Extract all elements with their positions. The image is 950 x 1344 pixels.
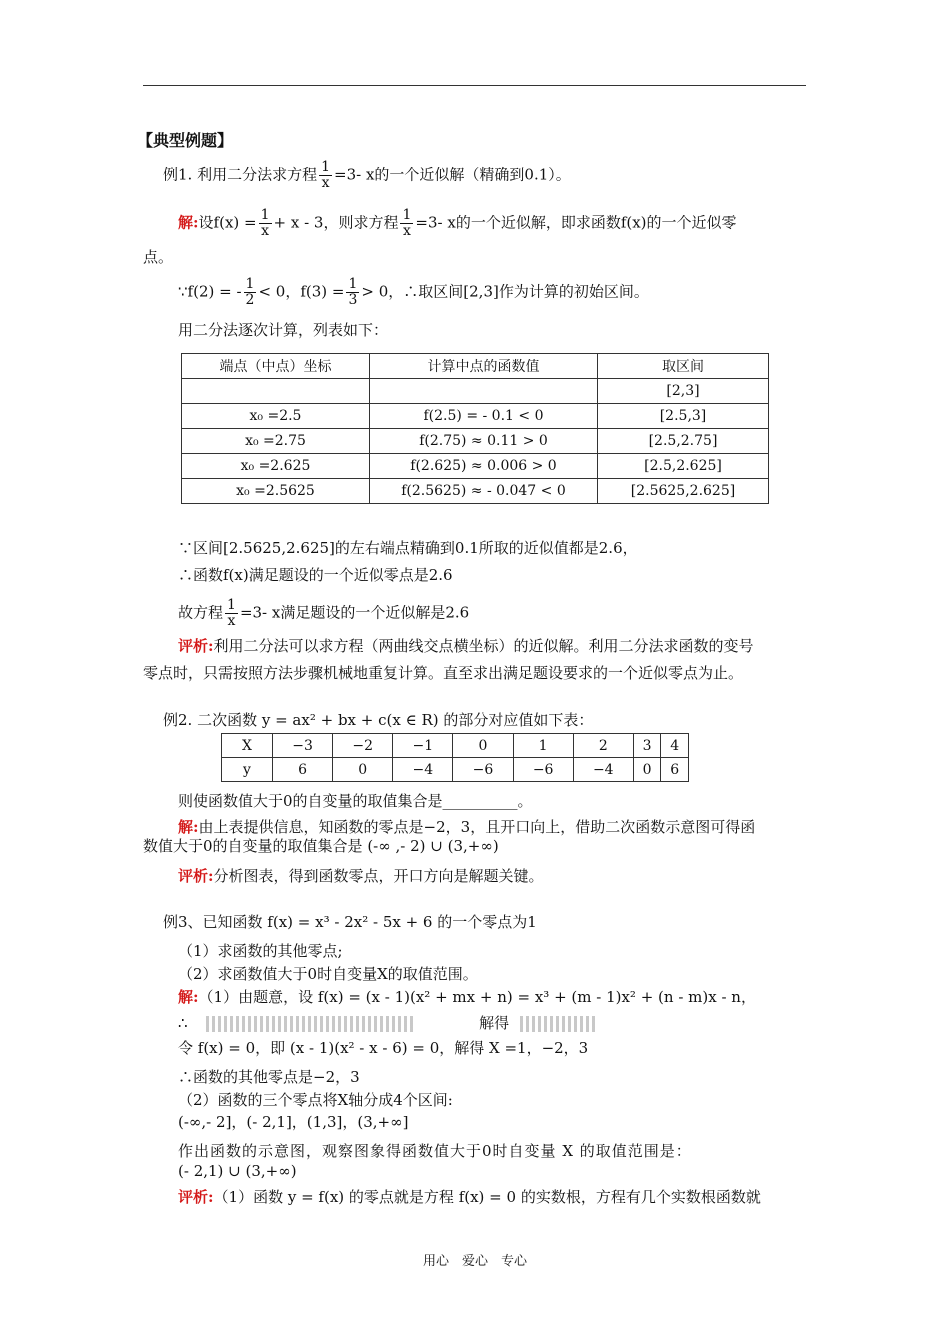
ex3-solution-7: 作出函数的示意图，观察图象得函数值大于0时自变量 X 的取值范围是： bbox=[178, 1142, 692, 1160]
table-cell: f(2.5) = - 0.1 < 0 bbox=[370, 404, 598, 429]
table-cell: X bbox=[222, 734, 273, 758]
table-cell: −1 bbox=[393, 734, 453, 758]
table-cell: −2 bbox=[333, 734, 393, 758]
table-cell: x₀ =2.625 bbox=[182, 454, 370, 479]
ex3-comment-text: （1）函数 y = f(x) 的零点就是方程 f(x) = 0 的实数根，方程有几个实数根函数就 bbox=[213, 1188, 761, 1206]
fraction-numerator: 1 bbox=[348, 276, 358, 292]
ex1-conclusion-3 bbox=[178, 598, 469, 629]
ex1-solution-cont: 点。 bbox=[143, 248, 174, 266]
table-row bbox=[182, 404, 769, 429]
table-cell: 0 bbox=[333, 758, 393, 782]
ex1-condition-d: 作为计算的初始区间。 bbox=[498, 282, 649, 301]
table-cell: −3 bbox=[273, 734, 333, 758]
fraction-denominator: x bbox=[227, 613, 236, 629]
ex1-solution-p3: =3- x的一个近似解，即求函数f(x)的一个近似零 bbox=[415, 213, 737, 232]
table-cell: f(2.75) ≈ 0.11 > 0 bbox=[370, 429, 598, 454]
table-cell: 0 bbox=[633, 758, 661, 782]
ex1-conclusion-2: ∴函数f(x)满足题设的一个近似零点是2.6 bbox=[178, 566, 453, 584]
table-header-cell: 端点（中点）坐标 bbox=[182, 354, 370, 379]
table-cell: [2.5,3] bbox=[598, 404, 769, 429]
table-cell: 0 bbox=[453, 734, 513, 758]
solution-label: 解: bbox=[178, 818, 199, 836]
bisection-table bbox=[181, 353, 769, 504]
ex1-question-pre: 例1. 利用二分法求方程 bbox=[163, 165, 318, 184]
table-cell: x₀ =2.75 bbox=[182, 429, 370, 454]
fraction-denominator: x bbox=[321, 175, 330, 191]
fraction-denominator: 3 bbox=[348, 292, 358, 308]
ex1-comment-1 bbox=[178, 636, 754, 656]
table-cell: y bbox=[222, 758, 273, 782]
table-row bbox=[182, 379, 769, 404]
table-cell: 6 bbox=[273, 758, 333, 782]
comment-label: 评析: bbox=[178, 1188, 214, 1206]
half-fraction bbox=[244, 277, 257, 308]
ex2-ask: 则使函数值大于0的自变量的取值集合是__________。 bbox=[178, 792, 533, 810]
ex3-part-2: （2）求函数值大于0时自变量X的取值范围。 bbox=[178, 965, 478, 983]
ex3-solution-4: ∴函数的其他零点是−2，3 bbox=[178, 1068, 360, 1086]
ex1-question-post: =3- x的一个近似解（精确到0.1）。 bbox=[334, 165, 571, 184]
ex3-solution-5: （2）函数的三个零点将X轴分成4个区间: bbox=[178, 1091, 453, 1109]
garbled-equation-system bbox=[206, 1016, 416, 1032]
ex2-comment bbox=[178, 866, 544, 886]
header-rule bbox=[143, 85, 806, 86]
table-cell: −4 bbox=[573, 758, 633, 782]
page-footer: 用心 爱心 专心 bbox=[422, 1254, 527, 1269]
table-header-row bbox=[182, 354, 769, 379]
ex3-part-1: （1）求函数的其他零点; bbox=[178, 942, 343, 960]
ex2-solution-2: 数值大于0的自变量的取值集合是 (-∞ ,- 2) ∪ (3,+∞) bbox=[143, 837, 499, 855]
comment-label: 评析: bbox=[178, 867, 214, 885]
ex1-solution bbox=[178, 208, 737, 239]
third-fraction bbox=[346, 277, 359, 308]
table-header-cell: 计算中点的函数值 bbox=[370, 354, 598, 379]
table-cell: 1 bbox=[513, 734, 573, 758]
ex1-conclusion-3-pre: 故方程 bbox=[178, 603, 224, 622]
fraction-denominator: 2 bbox=[245, 292, 255, 308]
ex1-solution-p1: 设f(x) = bbox=[198, 213, 257, 232]
ex3-comment bbox=[178, 1187, 761, 1207]
solution-label: 解: bbox=[178, 988, 199, 1006]
fraction-denominator: x bbox=[261, 223, 270, 239]
ex1-question-fraction bbox=[319, 160, 332, 191]
table-cell: f(2.5625) ≈ - 0.047 < 0 bbox=[370, 479, 598, 504]
section-heading: 【典型例题】 bbox=[137, 131, 234, 150]
table-row bbox=[182, 454, 769, 479]
ex3-solution-3: 令 f(x) = 0，即 (x - 1)(x² - x - 6) = 0，解得 X =1，−2，3 bbox=[178, 1039, 589, 1057]
ex2-comment-text: 分析图表，得到函数零点，开口方向是解题关键。 bbox=[213, 867, 544, 885]
ex1-condition-b: < 0，f(3) = bbox=[258, 282, 345, 301]
ex2-solution-1 bbox=[178, 817, 755, 837]
table-cell: −6 bbox=[453, 758, 513, 782]
table-cell: 4 bbox=[661, 734, 689, 758]
table-cell: −6 bbox=[513, 758, 573, 782]
table-cell: x₀ =2.5 bbox=[182, 404, 370, 429]
fraction-numerator: 1 bbox=[245, 276, 255, 292]
ex3-solution-6: (-∞,- 2]，(- 2,1]，(1,3]，(3,+∞] bbox=[178, 1113, 409, 1131]
value-table bbox=[221, 733, 689, 782]
table-cell: [2,3] bbox=[598, 379, 769, 404]
fraction-numerator: 1 bbox=[227, 597, 236, 613]
ex3-question: 例3、已知函数 f(x) = x³ - 2x² - 5x + 6 的一个零点为1 bbox=[163, 913, 537, 931]
table-row bbox=[182, 429, 769, 454]
table-cell: 3 bbox=[633, 734, 661, 758]
ex1-solution-fraction-b bbox=[400, 208, 413, 239]
table-cell: [2.5625,2.625] bbox=[598, 479, 769, 504]
table-cell bbox=[182, 379, 370, 404]
table-cell bbox=[370, 379, 598, 404]
ex1-condition-c: > 0，∴取区间 bbox=[361, 282, 464, 301]
fraction-denominator: x bbox=[402, 223, 411, 239]
table-cell: x₀ =2.5625 bbox=[182, 479, 370, 504]
therefore-symbol: ∴ bbox=[178, 1014, 188, 1032]
ex1-condition-a: ∵f(2) = - bbox=[178, 282, 242, 301]
comment-label: 评析: bbox=[178, 637, 214, 655]
ex1-table-intro: 用二分法逐次计算，列表如下： bbox=[178, 321, 389, 339]
ex1-conclusion-3-post: =3- x满足题设的一个近似解是2.6 bbox=[239, 603, 470, 622]
table-cell: [2.5,2.625] bbox=[598, 454, 769, 479]
ex1-comment-text: 利用二分法可以求方程（两曲线交点横坐标）的近似解。利用二分法求函数的变号 bbox=[213, 637, 754, 655]
ex3-solve-label: 解得 bbox=[479, 1014, 510, 1032]
ex2-question: 例2. 二次函数 y = ax² + bx + c(x ∈ R) 的部分对应值如下表： bbox=[163, 711, 594, 729]
initial-interval: [2,3] bbox=[463, 282, 499, 301]
table-cell: −4 bbox=[393, 758, 453, 782]
fraction-numerator: 1 bbox=[402, 207, 412, 223]
ex1-question bbox=[163, 160, 571, 191]
fraction-numerator: 1 bbox=[321, 159, 331, 175]
ex3-solution-1 bbox=[178, 987, 756, 1007]
ex3-solution-8: (- 2,1) ∪ (3,+∞) bbox=[178, 1162, 297, 1180]
ex1-solution-p2: + x - 3，则求方程 bbox=[273, 213, 399, 232]
table-row bbox=[182, 479, 769, 504]
garbled-solution-system bbox=[520, 1016, 598, 1032]
ex1-solution-fraction-a bbox=[259, 208, 272, 239]
table-cell: 6 bbox=[661, 758, 689, 782]
ex1-conclusion-fraction bbox=[225, 598, 238, 629]
ex1-comment-2: 零点时，只需按照方法步骤机械地重复计算。直至求出满足题设要求的一个近似零点为止。 bbox=[143, 664, 744, 682]
table-row bbox=[222, 734, 689, 758]
table-header-cell: 取区间 bbox=[598, 354, 769, 379]
ex1-condition bbox=[178, 277, 649, 308]
table-row bbox=[222, 758, 689, 782]
table-cell: f(2.625) ≈ 0.006 > 0 bbox=[370, 454, 598, 479]
ex3-solution-text: （1）由题意，设 f(x) = (x - 1)(x² + mx + n) = x³ + (m - 1)x² + (n - m)x - n， bbox=[198, 988, 756, 1006]
ex2-solution-text: 由上表提供信息，知函数的零点是−2，3，且开口向上，借助二次函数示意图可得函 bbox=[198, 818, 756, 836]
table-cell: 2 bbox=[573, 734, 633, 758]
ex1-conclusion-1: ∵区间[2.5625,2.625]的左右端点精确到0.1所取的近似值都是2.6， bbox=[178, 539, 638, 557]
ex3-solution-2 bbox=[178, 1013, 598, 1033]
solution-label: 解: bbox=[178, 213, 199, 232]
table-cell: [2.5,2.75] bbox=[598, 429, 769, 454]
fraction-numerator: 1 bbox=[260, 207, 270, 223]
